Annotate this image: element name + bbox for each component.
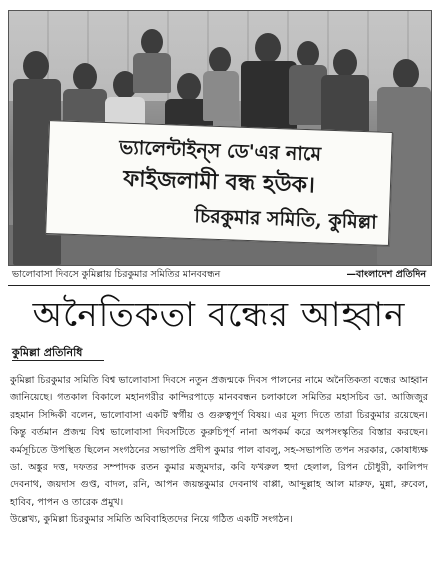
article-paragraph: কুমিল্লা চিরকুমার সমিতি বিশ্ব ভালোবাসা দিবসে নতুন প্রজন্মকে দিবস পালনের নামে অনৈতিকতা বন্ধের আহ্বান জানিয়েছে। গতকাল বিকালে মহানগরীর কান্দিরপাড়ে মানববন্ধন চলাকালে সমিতির মহাসচিব ডা. আজিজুর রহমান সিদ্দিকী বলেন, ভালোবাসা একটি স্বর্গীয় ও গুরুত্বপূর্ণ বিষয়। এর মূল্য দিতে তারা চিরকুমার রয়েছেন। কিন্তু বর্তমান প্রজন্ম বিশ্ব ভালোবাসা দিবসটিতে কুরুচিপূর্ণ নানা অপকর্ম করে অপসংস্কৃতির বিস্তার করছেন। কর্মসূচিতে উপস্থিত ছিলেন সংগঠনের সভাপতি প্রদীপ কুমার পাল বাবলু, সহ-সভাপতি তপন সরকার, কোষাধ্যক্ষ ডা. অঙ্কুর দত্ত, দফতর সম্পাদক রতন কুমার মজুমদার, কবি ফখরুল হুদা হেলাল, রিপন চৌধুরী, কালিপদ দেবনাথ, জয়দাস গুপ্ত, বাদল, রনি, আপন জয়ন্তকুমার দেবনাথ বাপ্পা, আব্দুল্লাহ আল মারুফ, মুন্না, রুবেল, হাবিব, পাপন ও তারেক প্রমুখ। <box>10 375 428 508</box>
article-body <box>10 372 428 529</box>
protest-banner <box>45 120 393 246</box>
article-paragraph: উল্লেখ্য, কুমিল্লা চিরকুমার সমিতি অবিবাহিতদের নিয়ে গঠিত একটি সংগঠন। <box>10 514 293 526</box>
person-head <box>297 41 319 67</box>
photo-caption <box>8 268 430 282</box>
article-headline: অনৈতিকতা বন্ধের আহ্বান <box>32 295 406 335</box>
person-head <box>177 73 201 101</box>
caption-credit: —বাংলাদেশ প্রতিদিন <box>346 269 426 280</box>
caption-text: ভালোবাসা দিবসে কুমিল্লায় চিরকুমার সমিতির মানববন্ধন <box>12 269 221 280</box>
article-byline: কুমিল্লা প্রতিনিধি <box>12 346 83 359</box>
caption-divider <box>8 285 430 286</box>
person-head <box>255 33 281 63</box>
news-photo <box>8 10 432 266</box>
person-head <box>393 59 419 89</box>
person-figure <box>203 71 239 121</box>
person-figure <box>133 53 171 93</box>
person-head <box>73 63 97 91</box>
person-figure <box>321 75 369 135</box>
person-head <box>209 47 231 73</box>
person-head <box>141 29 163 55</box>
banner-line-2: ফাইজলামী বন্ধ হউক। <box>122 165 316 199</box>
banner-line-3: চিরকুমার সমিতি, কুমিল্লা <box>194 205 378 234</box>
banner-line-1: ভ্যালেন্টাইন্‌স ডে'এর নামে <box>118 136 322 166</box>
byline-underline <box>12 360 104 361</box>
person-head <box>333 49 357 77</box>
person-head <box>23 51 49 81</box>
